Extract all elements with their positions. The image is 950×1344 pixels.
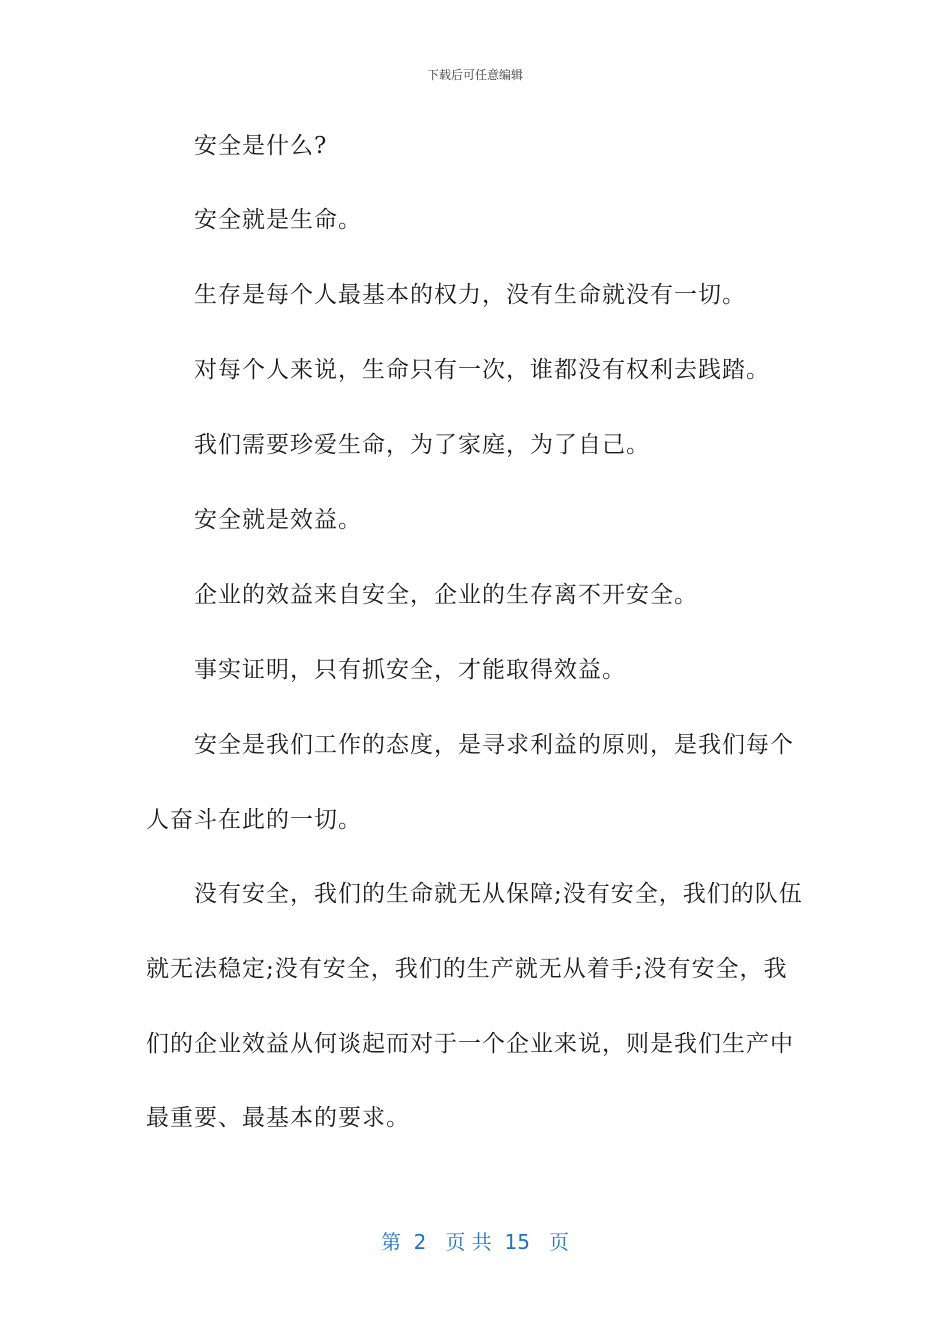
body-line: 人奋斗在此的一切。 xyxy=(146,807,362,833)
page-number-footer: 第 2 页 共 15 页 xyxy=(380,1230,570,1254)
body-line: 对每个人来说，生命只有一次，谁都没有权利去践踏。 xyxy=(194,357,770,383)
body-line: 最重要、最基本的要求。 xyxy=(146,1105,410,1131)
page-header-note: 下载后可任意编辑 xyxy=(426,68,523,82)
body-line: 就无法稳定;没有安全，我们的生产就无从着手;没有安全，我 xyxy=(146,956,788,982)
body-line: 生存是每个人最基本的权力，没有生命就没有一切。 xyxy=(194,282,746,308)
body-line: 事实证明，只有抓安全，才能取得效益。 xyxy=(194,657,626,683)
body-line: 企业的效益来自安全，企业的生存离不开安全。 xyxy=(194,582,698,608)
body-line: 安全就是生命。 xyxy=(194,207,362,233)
body-line: 没有安全，我们的生命就无从保障;没有安全，我们的队伍 xyxy=(194,881,803,907)
body-line: 安全就是效益。 xyxy=(194,507,362,533)
body-line: 安全是什么? xyxy=(194,133,328,159)
body-line: 安全是我们工作的态度，是寻求利益的原则，是我们每个 xyxy=(194,732,794,758)
body-line: 们的企业效益从何谈起而对于一个企业来说，则是我们生产中 xyxy=(146,1031,794,1057)
body-line: 我们需要珍爱生命，为了家庭，为了自己。 xyxy=(194,432,650,458)
